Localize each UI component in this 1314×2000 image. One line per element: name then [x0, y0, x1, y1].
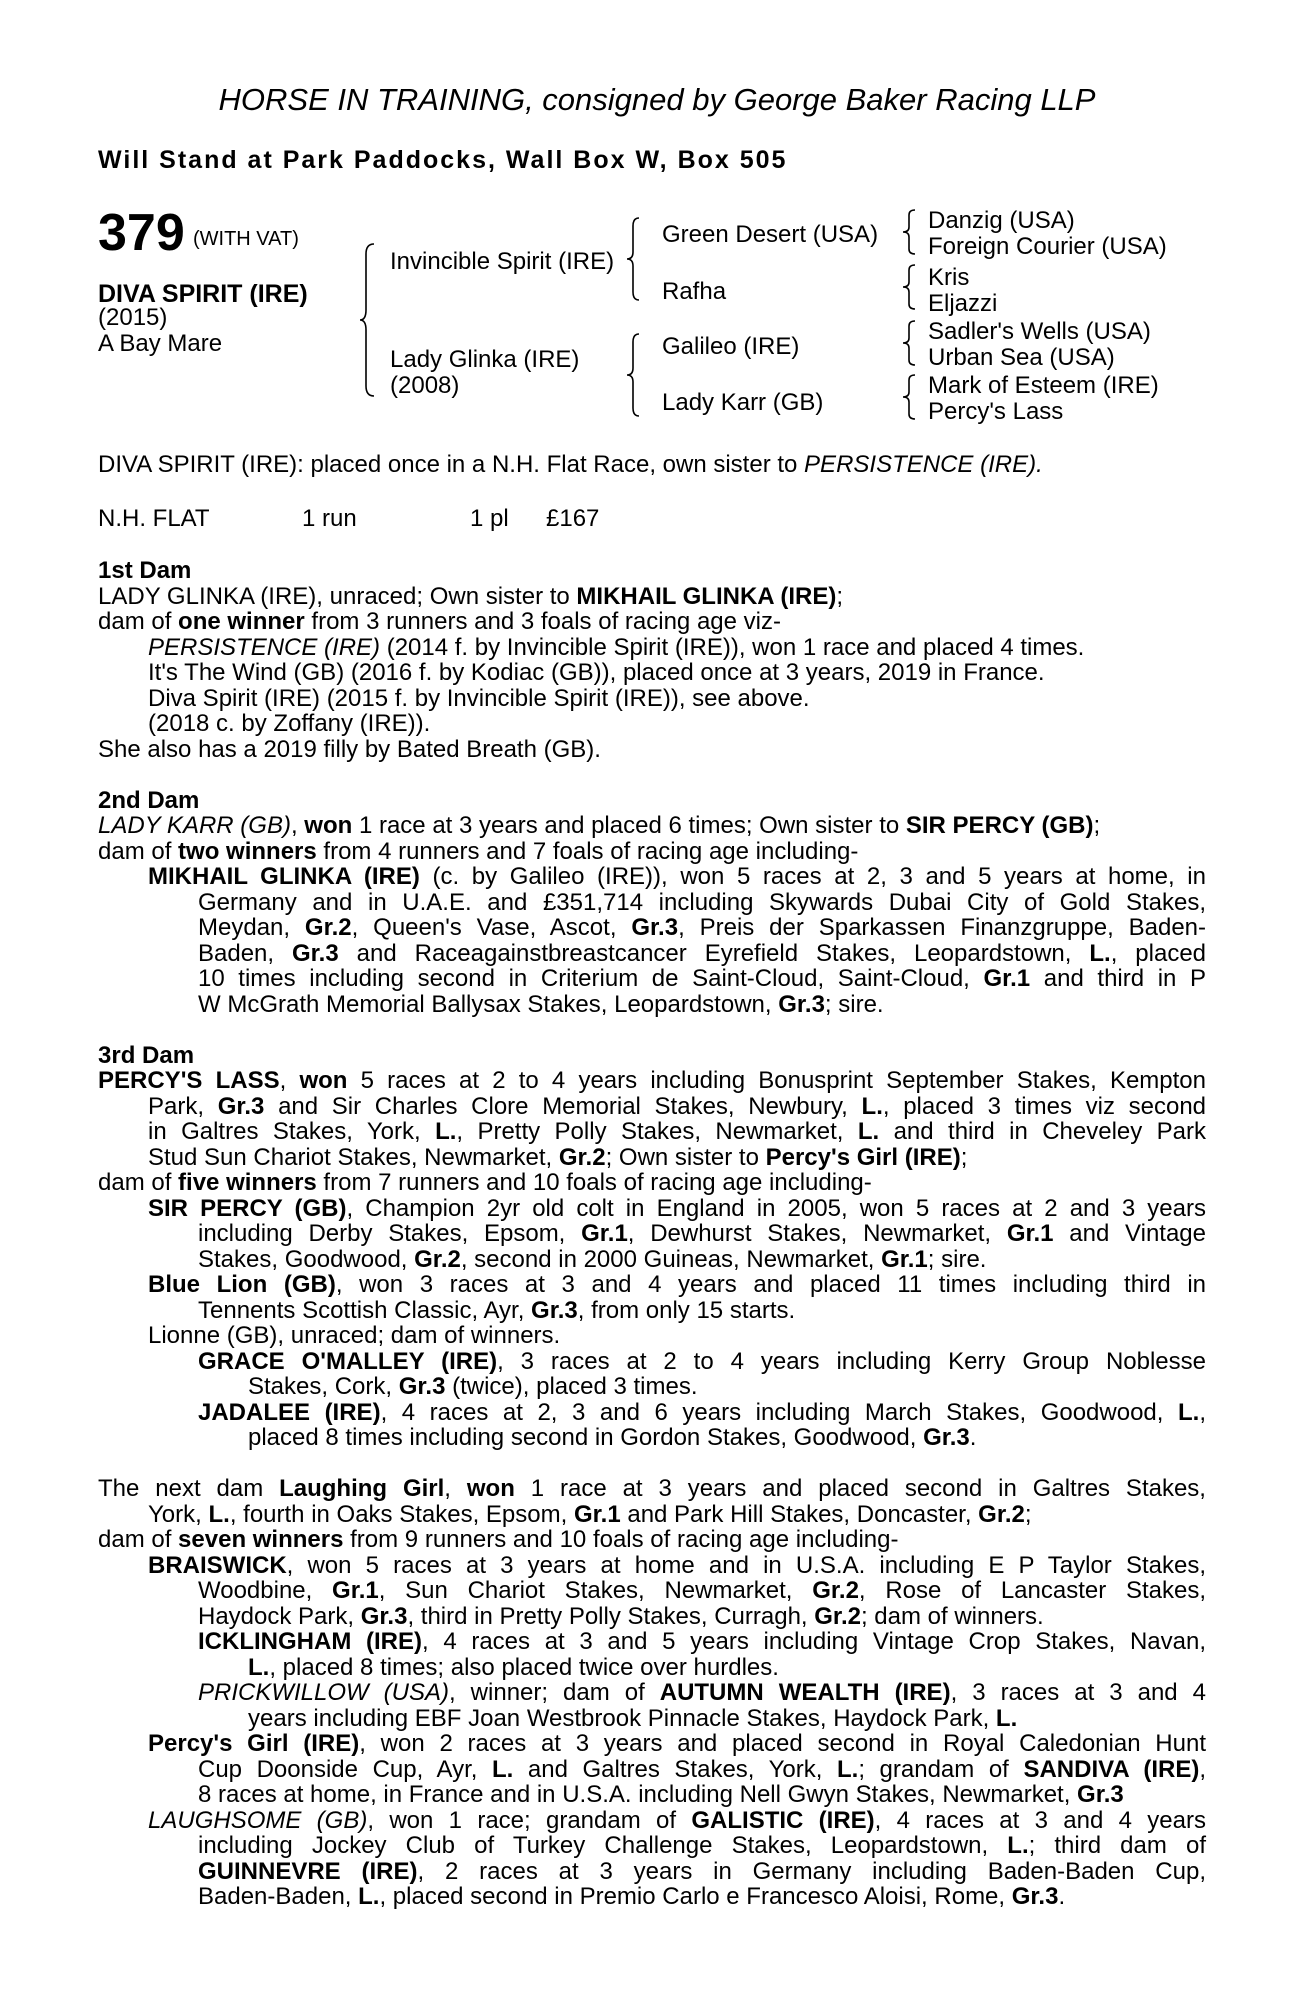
next-dam-line: PRICKWILLOW (USA), winner; dam of AUTUMN WEALTH (IRE), 3 races at 3 and 4: [198, 1679, 1206, 1706]
third-dam-line: Stakes, Goodwood, Gr.2, second in 2000 Guineas, Newmarket, Gr.1; sire.: [198, 1246, 987, 1273]
third-dam-line: Blue Lion (GB), won 3 races at 3 and 4 years and placed 11 times including third in: [148, 1271, 1206, 1298]
first-dam-line: Diva Spirit (IRE) (2015 f. by Invincible Spirit (IRE)), see above.: [148, 685, 810, 712]
first-dam-line: (2018 c. by Zoffany (IRE)).: [148, 710, 431, 737]
pedigree-ds: Galileo (IRE): [662, 333, 800, 360]
second-dam-line: Baden, Gr.3 and Raceagainstbreastcancer Eyrefield Stakes, Leopardstown, L., placed: [198, 940, 1207, 967]
third-dam-line: SIR PERCY (GB), Champion 2yr old colt in England in 2005, won 5 races at 2 and 3 years: [148, 1195, 1206, 1222]
first-dam-line: dam of one winner from 3 runners and 3 foals of racing age viz-: [98, 608, 781, 635]
second-dam-line: W McGrath Memorial Ballysax Stakes, Leopardstown, Gr.3; sire.: [198, 991, 884, 1018]
catalogue-header: HORSE IN TRAINING, consigned by George Baker Racing LLP: [218, 82, 1096, 117]
lot-number: 379: [98, 204, 185, 262]
third-dam-line: dam of five winners from 7 runners and 10 foals of racing age including-: [98, 1169, 872, 1196]
second-dam-line: Meydan, Gr.2, Queen's Vase, Ascot, Gr.3, Preis der Sparkassen Finanzgruppe, Baden-: [198, 914, 1207, 941]
first-dam-line: She also has a 2019 filly by Bated Breath (GB).: [98, 736, 601, 763]
first-dam-line: PERSISTENCE (IRE) (2014 f. by Invincible Spirit (IRE)), won 1 race and placed 4 times.: [148, 634, 1085, 661]
second-dam-line: 10 times including second in Criterium de Saint-Cloud, Saint-Cloud, Gr.1 and third in P: [198, 965, 1206, 992]
pedigree-brace-ds: [903, 318, 923, 368]
race-record-runs: 1 run: [302, 505, 357, 532]
third-dam-heading: 3rd Dam: [98, 1042, 195, 1069]
pedigree-brace-sire: [627, 214, 649, 304]
next-dam-line: 8 races at home, in France and in U.S.A. including Nell Gwyn Stakes, Newmarket, Gr.3: [198, 1781, 1124, 1808]
next-dam-line: The next dam Laughing Girl, won 1 race at 3 years and placed second in Galtres Stakes,: [98, 1475, 1206, 1502]
next-dam-line: LAUGHSOME (GB), won 1 race; grandam of GALISTIC (IRE), 4 races at 3 and 4 years: [148, 1807, 1206, 1834]
next-dam-line: Haydock Park, Gr.3, third in Pretty Polly Stakes, Curragh, Gr.2; dam of winners.: [198, 1603, 1044, 1630]
next-dam-line: Woodbine, Gr.1, Sun Chariot Stakes, Newmarket, Gr.2, Rose of Lancaster Stakes,: [198, 1577, 1206, 1604]
pedigree-sire: Invincible Spirit (IRE): [390, 248, 615, 275]
next-dam-line: ICKLINGHAM (IRE), 4 races at 3 and 5 years including Vintage Crop Stakes, Navan,: [198, 1628, 1206, 1655]
pedigree-sds: Kris: [928, 264, 970, 291]
vat-note: (WITH VAT): [193, 228, 299, 250]
pedigree-ssd: Foreign Courier (USA): [928, 233, 1167, 260]
race-record-earnings: £167: [546, 505, 600, 532]
next-dam-line: Baden-Baden, L., placed second in Premio Carlo e Francesco Aloisi, Rome, Gr.3.: [198, 1883, 1066, 1910]
next-dam-line: L., placed 8 times; also placed twice over hurdles.: [248, 1654, 779, 1681]
next-dam-line: Cup Doonside Cup, Ayr, L. and Galtres Stakes, York, L.; grandam of SANDIVA (IRE),: [198, 1756, 1207, 1783]
third-dam-line: GRACE O'MALLEY (IRE), 3 races at 2 to 4 years including Kerry Group Noblesse: [198, 1348, 1206, 1375]
next-dam-line: GUINNEVRE (IRE), 2 races at 3 years in Germany including Baden-Baden Cup,: [198, 1858, 1206, 1885]
box-location: Will Stand at Park Paddocks, Wall Box W, Box 505: [98, 146, 788, 174]
horse-summary: DIVA SPIRIT (IRE): placed once in a N.H. Flat Race, own sister to PERSISTENCE (IRE).: [98, 451, 1043, 478]
pedigree-dam: Lady Glinka (IRE): [390, 346, 580, 373]
third-dam-line: placed 8 times including second in Gordon Stakes, Goodwood, Gr.3.: [248, 1424, 977, 1451]
second-dam-line: MIKHAIL GLINKA (IRE) (c. by Galileo (IRE)), won 5 races at 2, 3 and 5 years at home, in: [148, 863, 1206, 890]
horse-description: A Bay Mare: [98, 330, 223, 357]
first-dam-line: LADY GLINKA (IRE), unraced; Own sister to MIKHAIL GLINKA (IRE);: [98, 583, 844, 610]
pedigree-brace-main: [360, 240, 384, 400]
next-dam-line: dam of seven winners from 9 runners and 10 foals of racing age including-: [98, 1526, 899, 1553]
next-dam-line: York, L., fourth in Oaks Stakes, Epsom, Gr.1 and Park Hill Stakes, Doncaster, Gr.2;: [148, 1501, 1032, 1528]
third-dam-line: JADALEE (IRE), 4 races at 2, 3 and 6 years including March Stakes, Goodwood, L.,: [198, 1399, 1206, 1426]
third-dam-line: Park, Gr.3 and Sir Charles Clore Memorial Stakes, Newbury, L., placed 3 times viz second: [148, 1093, 1207, 1120]
next-dam-line: Percy's Girl (IRE), won 2 races at 3 years and placed second in Royal Caledonian Hunt: [148, 1730, 1206, 1757]
pedigree-ddd: Percy's Lass: [928, 398, 1064, 425]
next-dam-line: years including EBF Joan Westbrook Pinnacle Stakes, Haydock Park, L.: [248, 1705, 1018, 1732]
pedigree-brace-dam: [627, 330, 649, 420]
pedigree-dsd: Urban Sea (USA): [928, 344, 1115, 371]
third-dam-line: including Derby Stakes, Epsom, Gr.1, Dewhurst Stakes, Newmarket, Gr.1 and Vintage: [198, 1220, 1207, 1247]
pedigree-brace-sd: [903, 262, 923, 312]
race-record-type: N.H. FLAT: [98, 505, 210, 532]
third-dam-line: Tennents Scottish Classic, Ayr, Gr.3, from only 15 starts.: [198, 1297, 796, 1324]
third-dam-line: PERCY'S LASS, won 5 races at 2 to 4 years including Bonusprint September Stakes, Kempton: [98, 1067, 1207, 1094]
pedigree-ss: Green Desert (USA): [662, 221, 879, 248]
race-record-placed: 1 pl: [470, 505, 509, 532]
first-dam-line: It's The Wind (GB) (2016 f. by Kodiac (GB)), placed once at 3 years, 2019 in France.: [148, 659, 1045, 686]
pedigree-sd: Rafha: [662, 278, 727, 305]
horse-year: (2015): [98, 304, 168, 331]
second-dam-line: LADY KARR (GB), won 1 race at 3 years and placed 6 times; Own sister to SIR PERCY (GB);: [98, 812, 1101, 839]
pedigree-brace-dd: [903, 372, 923, 422]
second-dam-line: dam of two winners from 4 runners and 7 foals of racing age including-: [98, 838, 859, 865]
third-dam-line: Stud Sun Chariot Stakes, Newmarket, Gr.2; Own sister to Percy's Girl (IRE);: [148, 1144, 968, 1171]
pedigree-sss: Danzig (USA): [928, 207, 1075, 234]
horse-name: DIVA SPIRIT (IRE): [98, 280, 308, 308]
next-dam-line: BRAISWICK, won 5 races at 3 years at home and in U.S.A. including E P Taylor Stakes,: [148, 1552, 1206, 1579]
third-dam-line: Stakes, Cork, Gr.3 (twice), placed 3 times.: [248, 1373, 698, 1400]
pedigree-dd: Lady Karr (GB): [662, 389, 824, 416]
first-dam-heading: 1st Dam: [98, 557, 192, 584]
second-dam-heading: 2nd Dam: [98, 787, 200, 814]
next-dam-line: including Jockey Club of Turkey Challenge Stakes, Leopardstown, L.; third dam of: [198, 1832, 1207, 1859]
pedigree-dam-year: (2008): [390, 372, 460, 399]
third-dam-line: Lionne (GB), unraced; dam of winners.: [148, 1322, 561, 1349]
pedigree-brace-ss: [903, 207, 923, 257]
pedigree-dds: Mark of Esteem (IRE): [928, 372, 1159, 399]
pedigree-sdd: Eljazzi: [928, 290, 998, 317]
pedigree-dss: Sadler's Wells (USA): [928, 318, 1151, 345]
second-dam-line: Germany and in U.A.E. and £351,714 including Skywards Dubai City of Gold Stakes,: [198, 889, 1206, 916]
third-dam-line: in Galtres Stakes, York, L., Pretty Polly Stakes, Newmarket, L. and third in Cheveley Park: [148, 1118, 1206, 1145]
